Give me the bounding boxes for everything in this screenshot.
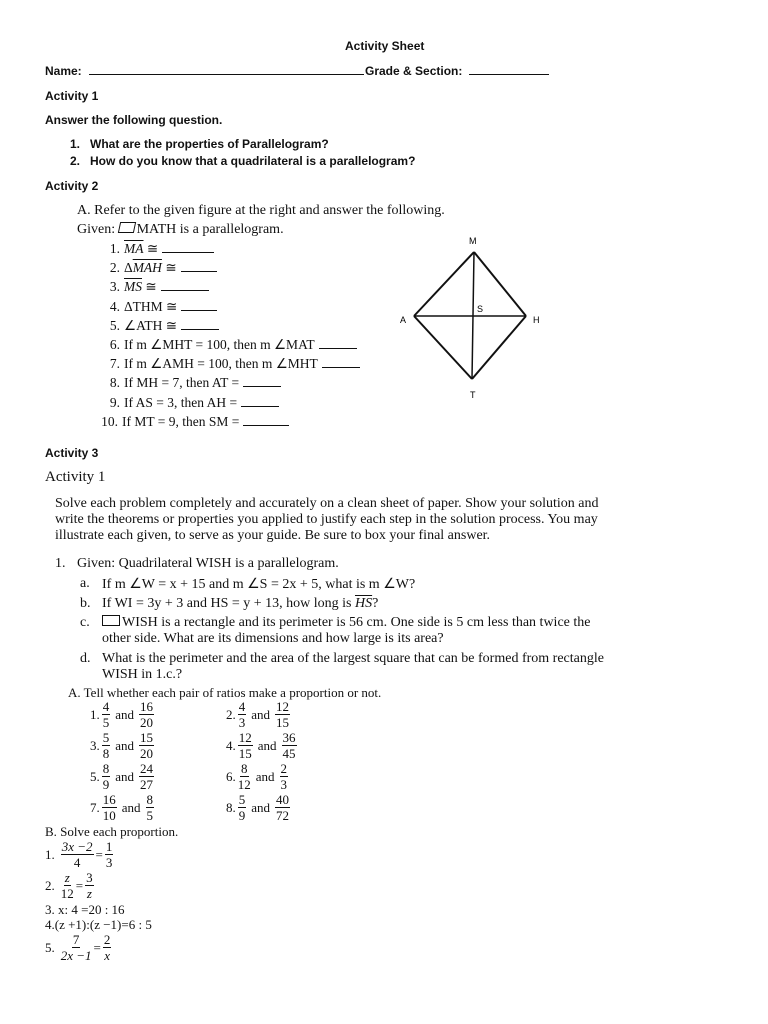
- proportion-number: 3.: [45, 902, 55, 917]
- ratio-item: [90, 793, 156, 822]
- and-word: and: [115, 768, 135, 784]
- numerator: 5: [102, 730, 110, 745]
- ratio-item: [226, 700, 292, 729]
- fraction: [139, 731, 154, 760]
- numerator: 3: [86, 870, 93, 885]
- numerator: 4: [102, 699, 110, 714]
- and-word: and: [115, 737, 135, 753]
- numerator: 16: [140, 699, 154, 714]
- fraction: [102, 731, 111, 760]
- activity3-heading: Activity 3: [45, 446, 99, 460]
- proportion-5: [45, 933, 113, 962]
- denominator: 3: [105, 855, 113, 870]
- activity2-item: [104, 279, 209, 295]
- item-symbol: ≅: [143, 241, 159, 256]
- numerator: 3x −2: [61, 839, 93, 854]
- ratio-number: 1.: [90, 706, 100, 722]
- answer-blank[interactable]: [181, 271, 217, 272]
- ratio-number: 3.: [90, 737, 100, 753]
- parallelogram-symbol-icon: [117, 222, 135, 233]
- ratio-number: 7.: [90, 799, 100, 815]
- answer-blank[interactable]: [181, 329, 219, 330]
- activity2-item: [104, 375, 281, 391]
- activity2-heading: Activity 2: [45, 179, 99, 193]
- grade-section-blank[interactable]: [469, 74, 549, 75]
- part-label: d.: [80, 651, 91, 666]
- segment-hs: $\overline{HS}$: [354, 596, 373, 611]
- denominator: 8: [102, 746, 110, 761]
- part-d-line2: WISH in 1.c.?: [102, 667, 183, 682]
- item-text: ∠ATH ≅: [124, 317, 178, 333]
- item-text: Δ: [124, 260, 133, 276]
- numerator: 4: [238, 699, 246, 714]
- fraction: [282, 731, 297, 760]
- numerator: 12: [238, 730, 252, 745]
- answer-blank[interactable]: [319, 348, 357, 349]
- denominator: 9: [102, 777, 110, 792]
- activity1-instruction: Answer the following question.: [45, 113, 223, 127]
- part-label: c.: [80, 615, 90, 630]
- proportion-number: 4.: [45, 917, 55, 932]
- activity2-item: [104, 356, 360, 372]
- answer-blank[interactable]: [181, 310, 217, 311]
- item-symbol: ≅: [142, 279, 157, 295]
- proportion-number: 1.: [45, 846, 55, 862]
- fraction: [275, 700, 290, 729]
- activity1-question-1: [70, 137, 329, 151]
- answer-blank[interactable]: [243, 386, 281, 387]
- question-text: What are the properties of Parallelogram?: [90, 137, 329, 151]
- side-ma: [414, 252, 474, 316]
- item-text: If AS = 3, then AH =: [124, 394, 238, 410]
- denominator: 20: [140, 715, 154, 730]
- vertex-label-a: A: [400, 315, 407, 325]
- proportion-text: x: 4 =20 : 16: [58, 902, 125, 917]
- denominator: 15: [238, 746, 252, 761]
- vertex-label-m: M: [469, 236, 477, 246]
- item-number: 5.: [109, 317, 120, 333]
- denominator: x: [104, 948, 111, 963]
- part-text: WISH is a rectangle and its perimeter is 56 cm. One side is 5 cm less than twice the: [122, 615, 591, 630]
- fraction: [275, 793, 290, 822]
- proportion-number: 5.: [45, 939, 55, 955]
- ratio-item: [90, 700, 156, 729]
- activity3-paragraph-line3: illustrate each given, to serve as your guide. Be sure to box your final answer.: [55, 528, 491, 543]
- denominator: 2x −1: [60, 948, 92, 963]
- equals-sign: =: [93, 939, 101, 955]
- answer-blank[interactable]: [161, 290, 209, 291]
- part-text: What is the perimeter and the area of the largest square that can be formed from rectangle: [102, 651, 604, 666]
- item-number: 8.: [109, 375, 120, 391]
- and-word: and: [257, 737, 277, 753]
- item-symbol: ≅: [161, 260, 177, 276]
- ratio-number: 2.: [226, 706, 236, 722]
- numerator: 1: [105, 839, 113, 854]
- problem-given-text: Given: Quadrilateral WISH is a parallelogram.: [77, 556, 339, 571]
- name-field: [45, 64, 364, 78]
- denominator: 27: [140, 777, 154, 792]
- denominator: 5: [146, 808, 154, 823]
- fraction: [238, 762, 251, 791]
- ratio-item: [90, 731, 156, 760]
- denominator: 4: [73, 855, 81, 870]
- activity2-item: [104, 260, 217, 276]
- activity2-item: [104, 395, 279, 411]
- denominator: 3: [280, 777, 288, 792]
- proportion-1: [45, 840, 115, 869]
- fraction: [238, 793, 247, 822]
- denominator: 3: [238, 715, 246, 730]
- item-number: 4.: [109, 298, 120, 314]
- answer-blank[interactable]: [243, 425, 289, 426]
- and-word: and: [251, 799, 271, 815]
- numerator: 5: [238, 792, 246, 807]
- question-text: How do you know that a quadrilateral is a parallelogram?: [90, 154, 416, 168]
- grade-section-field: [365, 64, 549, 78]
- fraction: [280, 762, 289, 791]
- answer-blank[interactable]: [241, 406, 279, 407]
- activity2-item: [101, 413, 289, 430]
- part-label: b.: [80, 596, 91, 611]
- equals-sign: =: [75, 877, 84, 893]
- page-title: Activity Sheet: [345, 39, 425, 53]
- parallelogram-figure: [395, 232, 555, 404]
- ratio-item: [226, 793, 292, 822]
- numerator: 2: [280, 761, 288, 776]
- activity2-intro: A. Refer to the given figure at the right and answer the following.: [77, 203, 445, 218]
- side-ht: [472, 316, 526, 379]
- proportion-number: 2.: [45, 877, 55, 893]
- fraction: [238, 731, 253, 760]
- given-text: MATH is a parallelogram.: [136, 222, 284, 237]
- activity2-given: [77, 222, 284, 238]
- proportions-heading: B. Solve each proportion.: [45, 824, 179, 839]
- numerator: z: [64, 870, 70, 885]
- equals-sign: =: [95, 846, 103, 862]
- numerator: 16: [102, 792, 116, 807]
- fraction: [102, 700, 111, 729]
- part-text-end: ?: [372, 596, 379, 611]
- rectangle-symbol-icon: [102, 615, 120, 626]
- given-prefix: Given:: [77, 222, 116, 237]
- numerator: 2: [103, 932, 111, 947]
- activity2-item: [104, 241, 214, 257]
- activity1-question-2: [70, 154, 416, 168]
- denominator: 72: [276, 808, 290, 823]
- part-a: [80, 576, 416, 592]
- item-text: ΔTHM ≅: [124, 298, 178, 314]
- fraction: [102, 793, 117, 822]
- problem-number: 1.: [55, 556, 66, 571]
- item-number: 1.: [109, 241, 120, 256]
- denominator: z: [86, 886, 92, 901]
- part-c: [80, 615, 591, 631]
- ratio-number: 4.: [226, 737, 236, 753]
- numerator: 36: [282, 730, 296, 745]
- answer-blank[interactable]: [162, 252, 214, 253]
- center-label-s: S: [477, 304, 484, 314]
- grade-section-label: Grade & Section:: [365, 64, 463, 78]
- proportion-3: [45, 902, 125, 918]
- item-number: 7.: [109, 356, 120, 372]
- ratio-item: [226, 731, 299, 760]
- proportion-2: [45, 871, 96, 900]
- item-number: 10.: [101, 413, 118, 429]
- vertex-label-t: T: [470, 390, 476, 400]
- ratios-heading: A. Tell whether each pair of ratios make a proportion or not.: [68, 685, 382, 700]
- denominator: 12: [60, 886, 74, 901]
- denominator: 5: [102, 715, 110, 730]
- ratio-item: [226, 762, 290, 791]
- numerator: 15: [140, 730, 154, 745]
- segment-name: $\overline{MS}$: [124, 279, 142, 295]
- name-label: Name:: [45, 64, 82, 78]
- item-text: If MH = 7, then AT =: [124, 375, 240, 391]
- activity3-subheading: Activity 1: [45, 469, 106, 485]
- fraction: [102, 762, 111, 791]
- item-number: 3.: [109, 279, 120, 295]
- part-text: If m ∠W = x + 15 and m ∠S = 2x + 5, what is m ∠W?: [102, 577, 416, 592]
- proportion-text: (z +1):(z −1)=6 : 5: [54, 917, 152, 932]
- numerator: 8: [241, 761, 248, 776]
- name-blank[interactable]: [89, 74, 364, 75]
- diagonal-mt: [472, 252, 474, 379]
- numerator: 40: [276, 792, 290, 807]
- denominator: 20: [140, 746, 154, 761]
- numerator: 8: [102, 761, 110, 776]
- vertex-label-h: H: [533, 315, 540, 325]
- problem-1-given: [55, 556, 339, 572]
- activity3-paragraph-line2: write the theorems or properties you applied to justify each step in the solution process. You may: [55, 512, 598, 527]
- item-number: 6.: [109, 337, 120, 352]
- fraction: [146, 793, 155, 822]
- denominator: 15: [276, 715, 290, 730]
- ratio-number: 5.: [90, 768, 100, 784]
- item-number: 2.: [109, 260, 120, 276]
- numerator: 7: [72, 932, 80, 947]
- item-number: 9.: [109, 394, 120, 410]
- question-number: 2.: [70, 154, 81, 168]
- ratio-number: 8.: [226, 799, 236, 815]
- fraction: [238, 700, 247, 729]
- numerator: 24: [140, 761, 154, 776]
- and-word: and: [115, 706, 135, 722]
- numerator: 8: [146, 792, 154, 807]
- segment-name: $\overline{MA}$: [124, 241, 144, 256]
- part-d: [80, 651, 604, 667]
- and-word: and: [121, 799, 141, 815]
- item-text: If m ∠MHT = 100, then m ∠MAT: [124, 337, 315, 352]
- question-number: 1.: [70, 137, 81, 151]
- denominator: 9: [238, 808, 246, 823]
- and-word: and: [255, 768, 275, 784]
- fraction: [139, 762, 154, 791]
- activity2-item: [104, 337, 357, 353]
- numerator: 12: [276, 699, 290, 714]
- activity3-paragraph-line1: Solve each problem completely and accurately on a clean sheet of paper. Show your solution and: [55, 496, 599, 511]
- denominator: 45: [282, 746, 296, 761]
- part-b: [80, 596, 379, 612]
- activity2-item: [104, 318, 219, 334]
- ratio-number: 6.: [226, 768, 236, 784]
- activity2-item: [104, 299, 217, 315]
- item-text: If MT = 9, then SM =: [122, 413, 240, 429]
- activity1-heading: Activity 1: [45, 89, 99, 103]
- ratio-item: [90, 762, 156, 791]
- fraction: [139, 700, 154, 729]
- side-at: [414, 316, 472, 379]
- denominator: 10: [102, 808, 116, 823]
- part-label: a.: [80, 576, 90, 591]
- denominator: 12: [237, 777, 251, 792]
- and-word: and: [251, 706, 271, 722]
- proportion-4: [45, 917, 152, 933]
- item-text: If m ∠AMH = 100, then m ∠MHT: [124, 356, 318, 372]
- part-text: If WI = 3y + 3 and HS = y + 13, how long is: [102, 596, 352, 611]
- part-c-line2: other side. What are its dimensions and how large is its area?: [102, 631, 444, 646]
- segment-name: $\overline{MAH}$: [132, 260, 162, 276]
- answer-blank[interactable]: [322, 367, 360, 368]
